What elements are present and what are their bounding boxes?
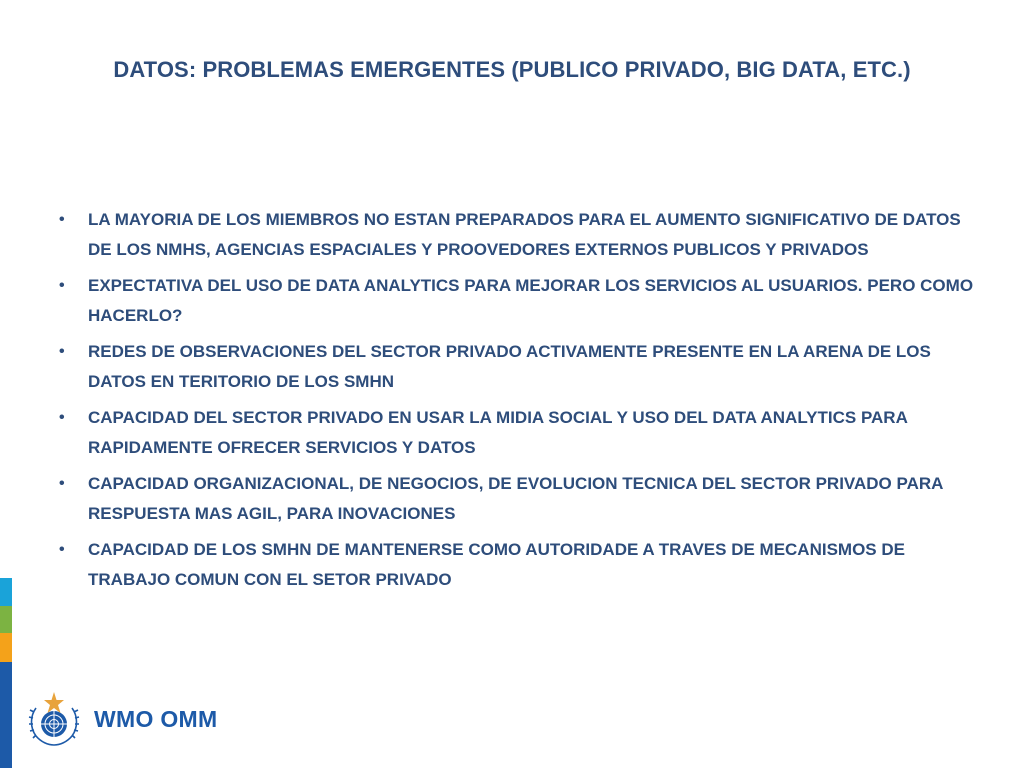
bullet-item: [55, 469, 985, 528]
bullet-item: [55, 535, 985, 594]
bullet-symbol: •: [59, 541, 65, 558]
bullet-item: [55, 403, 985, 462]
bullet-list: [55, 205, 985, 601]
bullet-item: [55, 337, 985, 396]
wmo-emblem-icon: [26, 690, 82, 748]
stripe-blue: [0, 662, 12, 768]
wmo-logo: [26, 690, 217, 748]
stripe-orange: [0, 633, 12, 662]
bullet-symbol: •: [59, 277, 65, 294]
wmo-logo-text: WMO OMM: [94, 705, 218, 732]
stripe-cyan: [0, 578, 12, 606]
bullet-text: CAPACIDAD DEL SECTOR PRIVADO EN USAR LA MIDIA SOCIAL Y USO DEL DATA ANALYTICS PARA RAPIDAMENTE OFRECER SERVICIOS Y DATOS: [88, 408, 908, 457]
bullet-text: EXPECTATIVA DEL USO DE DATA ANALYTICS PARA MEJORAR LOS SERVICIOS AL USUARIOS. PERO COMO HACERLO?: [88, 276, 974, 325]
bullet-symbol: •: [59, 475, 65, 492]
stripe-green: [0, 606, 12, 633]
bullet-item: [55, 205, 985, 264]
bullet-symbol: •: [59, 211, 65, 228]
bullet-item: [55, 271, 985, 330]
bullet-symbol: •: [59, 343, 65, 360]
bullet-text: REDES DE OBSERVACIONES DEL SECTOR PRIVADO ACTIVAMENTE PRESENTE EN LA ARENA DE LOS DATOS EN TERITORIO DE LOS SMHN: [88, 342, 931, 391]
bullet-text: CAPACIDAD ORGANIZACIONAL, DE NEGOCIOS, DE EVOLUCION TECNICA DEL SECTOR PRIVADO PARA RESPUESTA MAS AGIL, PARA INOVACIONES: [88, 474, 943, 523]
bullet-text: CAPACIDAD DE LOS SMHN DE MANTENERSE COMO AUTORIDADE A TRAVES DE MECANISMOS DE TRABAJO COMUN CON EL SETOR PRIVADO: [88, 540, 905, 589]
slide-title: DATOS: PROBLEMAS EMERGENTES (PUBLICO PRIVADO, BIG DATA, ETC.): [113, 57, 911, 82]
bullet-text: LA MAYORIA DE LOS MIEMBROS NO ESTAN PREPARADOS PARA EL AUMENTO SIGNIFICATIVO DE DATOS DE LOS NMHS, AGENCIAS ESPACIALES Y PROOVEDORES EXTERNOS PUBLICOS Y PRIVADOS: [88, 210, 961, 259]
bullet-symbol: •: [59, 409, 65, 426]
